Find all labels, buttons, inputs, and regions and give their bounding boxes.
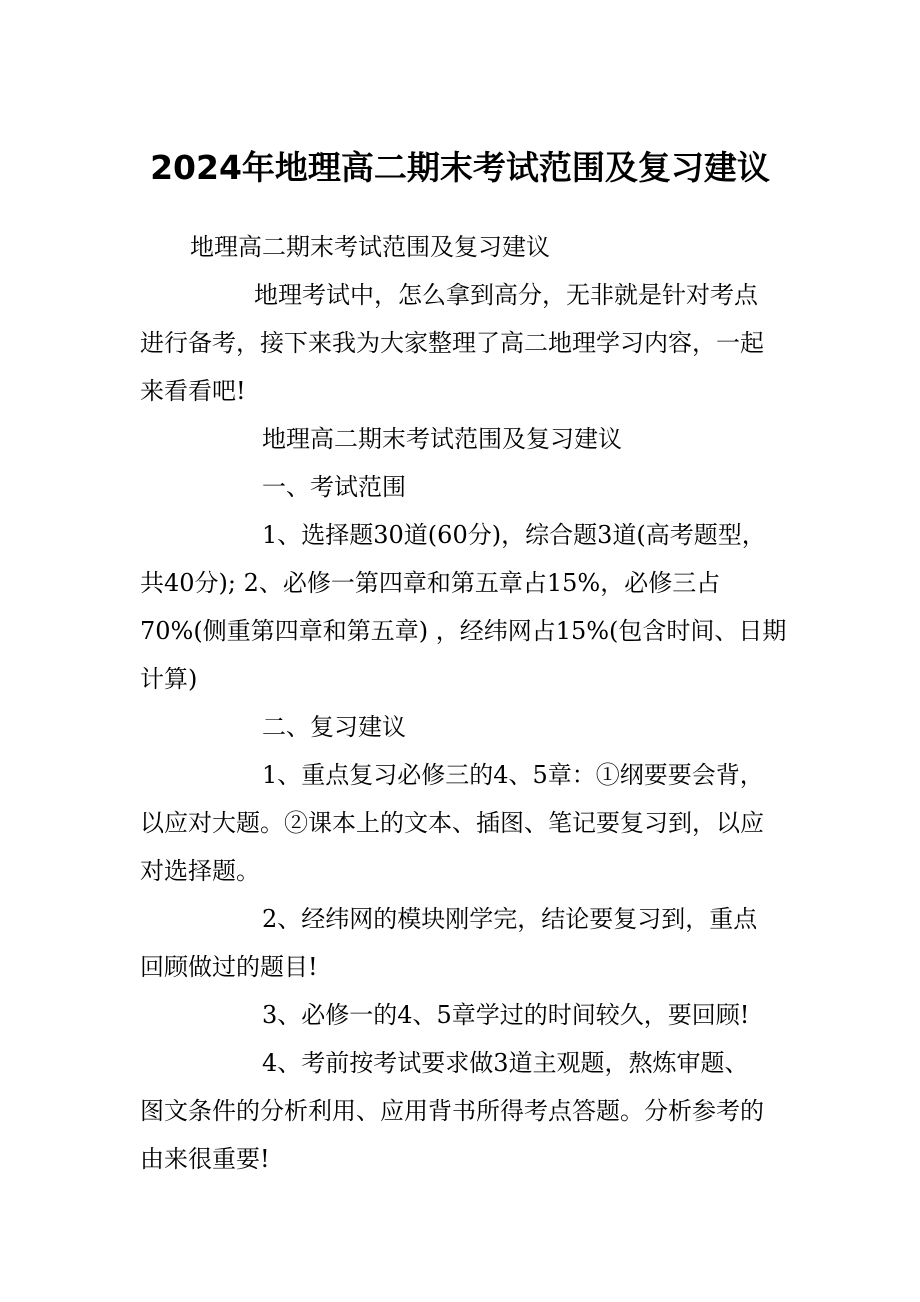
advice-item-1: 对选择题。 <box>140 857 260 885</box>
advice-item-3: 3、必修一的4、5章学过的时间较久，要回顾! <box>262 1001 750 1029</box>
part1-line: 计算) <box>140 665 198 693</box>
part2-heading: 二、复习建议 <box>262 713 406 741</box>
part1-line: 共40分); 2、必修一第四章和第五章占15%，必修三占 <box>140 569 721 597</box>
intro-line: 地理考试中，怎么拿到高分，无非就是针对考点 <box>254 281 758 309</box>
part1-line: 70%(侧重第四章和第五章) ，经纬网占15%(包含时间、日期 <box>140 617 787 645</box>
advice-item-1: 1、重点复习必修三的4、5章：①纲要要会背， <box>262 761 764 789</box>
intro-line: 来看看吧! <box>140 377 246 405</box>
advice-item-4: 由来很重要! <box>140 1145 270 1173</box>
document-subtitle: 地理高二期末考试范围及复习建议 <box>190 233 550 261</box>
document-title: 2024年地理高二期末考试范围及复习建议 <box>150 148 770 187</box>
advice-item-1: 以应对大题。②课本上的文本、插图、笔记要复习到，以应 <box>140 809 764 837</box>
intro-line: 进行备考，接下来我为大家整理了高二地理学习内容，一起 <box>140 329 764 357</box>
section-heading: 地理高二期末考试范围及复习建议 <box>262 425 622 453</box>
advice-item-4: 图文条件的分析利用、应用背书所得考点答题。分析参考的 <box>140 1097 764 1125</box>
advice-item-2: 2、经纬网的模块刚学完，结论要复习到，重点 <box>262 905 758 933</box>
part1-heading: 一、考试范围 <box>262 473 406 501</box>
advice-item-2: 回顾做过的题目! <box>140 953 318 981</box>
part1-line: 1、选择题30道(60分)，综合题3道(高考题型， <box>262 521 766 549</box>
advice-item-4: 4、考前按考试要求做3道主观题，熬炼审题、 <box>262 1049 749 1077</box>
